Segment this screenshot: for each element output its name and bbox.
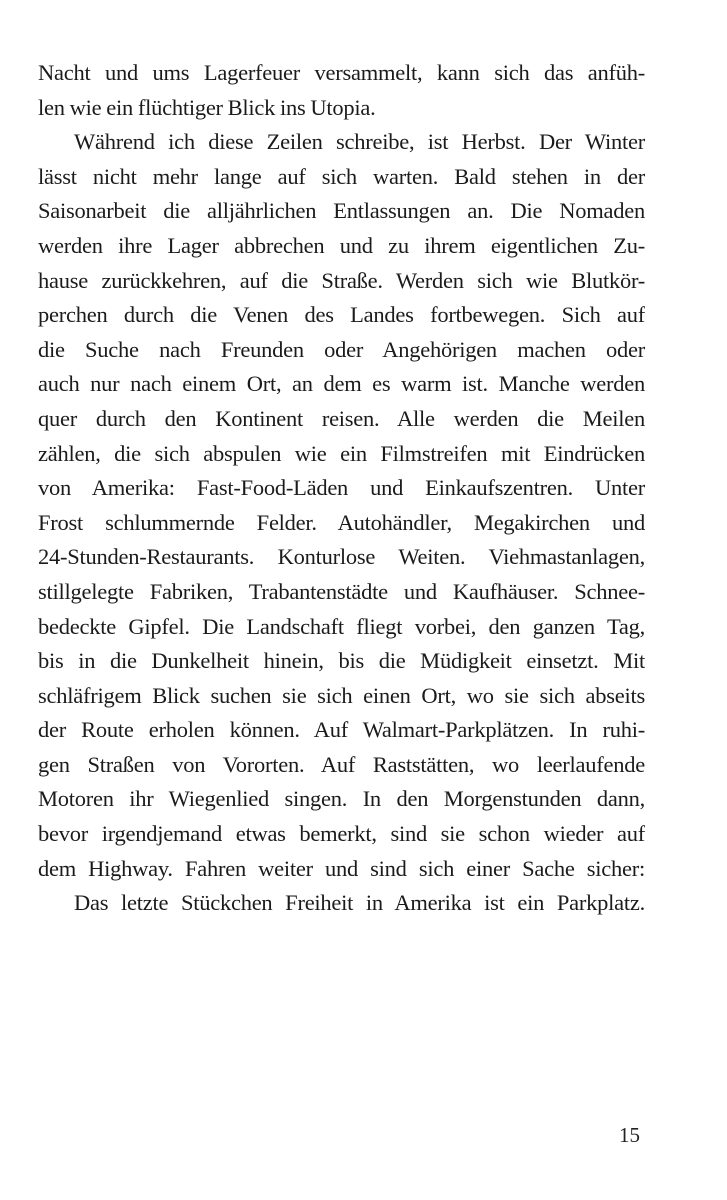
text-line: der Route erholen können. Auf Walmart-Parkplätzen. In ruhi- bbox=[38, 717, 645, 743]
text-line: bevor irgendjemand etwas bemerkt, sind sie schon wieder auf bbox=[38, 821, 645, 847]
text-line: gen Straßen von Vororten. Auf Raststätten, wo leerlaufende bbox=[38, 751, 645, 777]
text-line: die Suche nach Freunden oder Angehörigen machen oder bbox=[38, 336, 645, 362]
text-line: hause zurückkehren, auf die Straße. Werden sich wie Blutkör- bbox=[38, 267, 645, 293]
text-line: von Amerika: Fast-Food-Läden und Einkaufszentren. Unter bbox=[38, 475, 645, 501]
text-line: zählen, die sich abspulen wie ein Filmstreifen mit Eindrücken bbox=[38, 440, 645, 466]
text-line: Frost schlummernde Felder. Autohändler, Megakirchen und bbox=[38, 509, 645, 535]
text-line: bedeckte Gipfel. Die Landschaft fliegt vorbei, den ganzen Tag, bbox=[38, 613, 645, 639]
text-line: stillgelegte Fabriken, Trabantenstädte und Kaufhäuser. Schnee- bbox=[38, 578, 645, 604]
text-block bbox=[38, 56, 645, 921]
text-line: Saisonarbeit die alljährlichen Entlassungen an. Die Nomaden bbox=[38, 198, 645, 224]
text-line: Das letzte Stückchen Freiheit in Amerika ist ein Parkplatz. bbox=[74, 890, 645, 916]
text-line: 24-Stunden-Restaurants. Konturlose Weiten. Viehmastanlagen, bbox=[38, 544, 645, 570]
text-line: dem Highway. Fahren weiter und sind sich einer Sache sicher: bbox=[38, 855, 645, 881]
text-line: perchen durch die Venen des Landes fortbewegen. Sich auf bbox=[38, 302, 645, 328]
text-line: werden ihre Lager abbrechen und zu ihrem eigentlichen Zu- bbox=[38, 232, 645, 258]
text-line: len wie ein flüchtiger Blick ins Utopia. bbox=[38, 94, 376, 120]
text-line: quer durch den Kontinent reisen. Alle werden die Meilen bbox=[38, 405, 645, 431]
text-line: schläfrigem Blick suchen sie sich einen Ort, wo sie sich abseits bbox=[38, 682, 645, 708]
text-line: Während ich diese Zeilen schreibe, ist Herbst. Der Winter bbox=[74, 129, 645, 155]
text-line: Motoren ihr Wiegenlied singen. In den Morgenstunden dann, bbox=[38, 786, 645, 812]
text-line: auch nur nach einem Ort, an dem es warm ist. Manche werden bbox=[38, 371, 645, 397]
text-line: bis in die Dunkelheit hinein, bis die Müdigkeit einsetzt. Mit bbox=[38, 648, 645, 674]
page-number: 15 bbox=[619, 1123, 640, 1147]
text-line: lässt nicht mehr lange auf sich warten. Bald stehen in der bbox=[38, 163, 645, 189]
text-line: Nacht und ums Lagerfeuer versammelt, kann sich das anfüh- bbox=[38, 60, 645, 85]
